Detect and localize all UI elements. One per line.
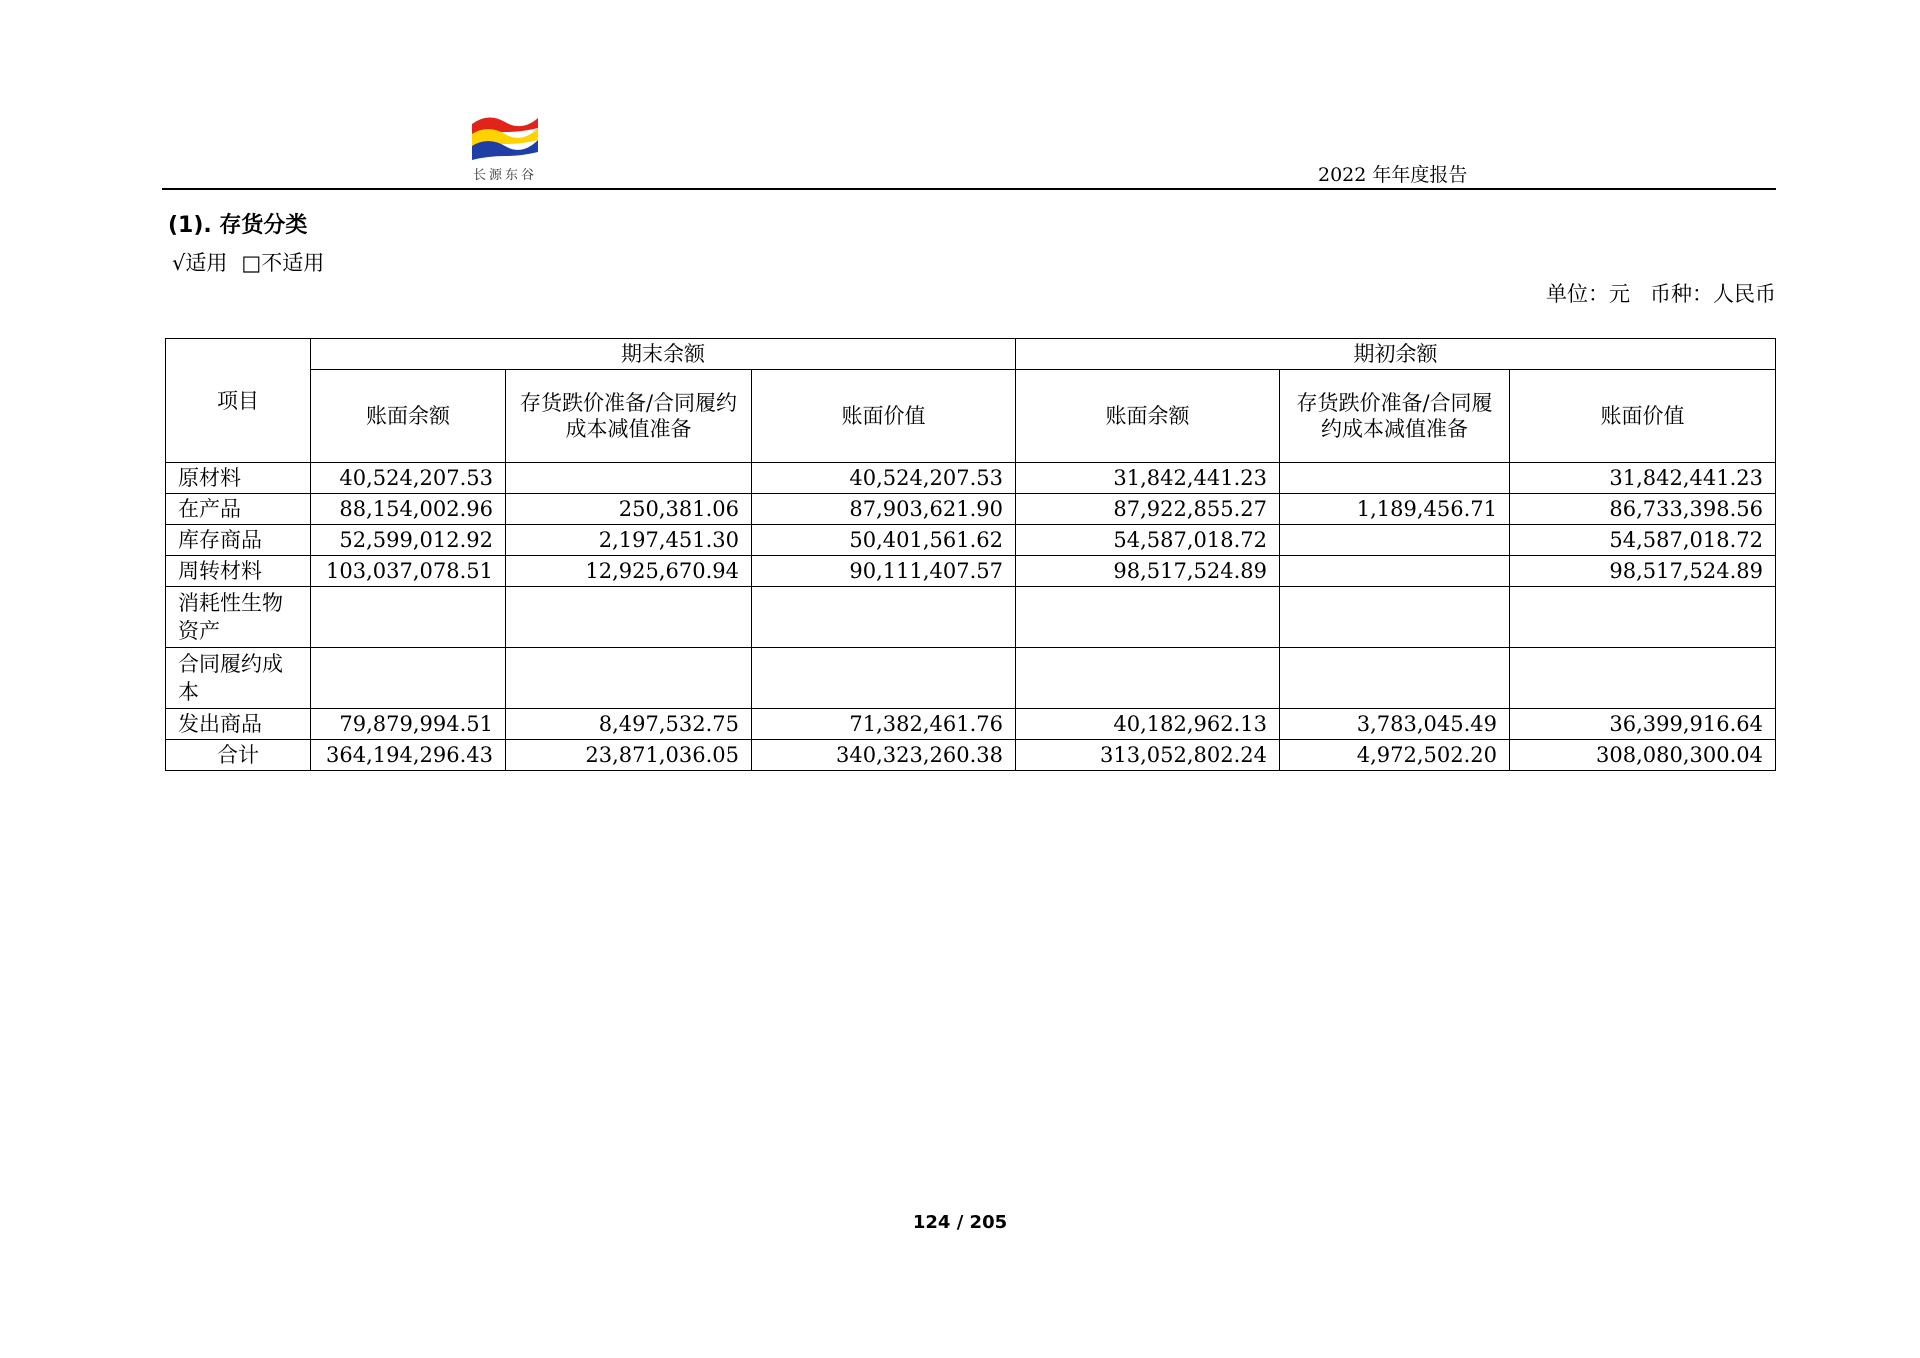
sub-header: 账面余额: [1016, 370, 1280, 463]
row-name: 在产品: [166, 494, 311, 525]
sub-header: 账面价值: [752, 370, 1016, 463]
cell-value: 23,871,036.05: [506, 740, 752, 771]
page-number: 124 / 205: [912, 1212, 1008, 1233]
cell-value: 1,189,456.71: [1280, 494, 1510, 525]
table-row: [166, 709, 1776, 740]
table-group-header-row: [166, 339, 1776, 370]
opening-balance-header: 期初余额: [1016, 339, 1776, 370]
cell-value: [1510, 648, 1776, 709]
cell-value: [752, 648, 1016, 709]
currency-label: 币种：人民币: [1650, 282, 1776, 306]
cell-value: [506, 648, 752, 709]
table-row: [166, 463, 1776, 494]
cell-value: 31,842,441.23: [1016, 463, 1280, 494]
cell-value: [1280, 587, 1510, 648]
cell-value: 31,842,441.23: [1510, 463, 1776, 494]
table-row: [166, 648, 1776, 709]
cell-value: [506, 587, 752, 648]
row-name: 合计: [166, 740, 311, 771]
cell-value: 88,154,002.96: [311, 494, 506, 525]
cell-value: 40,524,207.53: [752, 463, 1016, 494]
cell-value: 8,497,532.75: [506, 709, 752, 740]
cell-value: [1016, 648, 1280, 709]
logo-flag-icon: [470, 110, 540, 162]
item-header: 项目: [166, 339, 311, 463]
cell-value: 313,052,802.24: [1016, 740, 1280, 771]
report-title: 2022 年年度报告: [1318, 164, 1468, 186]
row-name: 消耗性生物资产: [166, 587, 311, 648]
cell-value: 71,382,461.76: [752, 709, 1016, 740]
cell-value: 54,587,018.72: [1016, 525, 1280, 556]
table-row: [166, 525, 1776, 556]
cell-value: 36,399,916.64: [1510, 709, 1776, 740]
sub-header: 存货跌价准备/合同履约成本减值准备: [506, 370, 752, 463]
cell-value: 98,517,524.89: [1016, 556, 1280, 587]
cell-value: 79,879,994.51: [311, 709, 506, 740]
cell-value: 103,037,078.51: [311, 556, 506, 587]
cell-value: 3,783,045.49: [1280, 709, 1510, 740]
cell-value: 340,323,260.38: [752, 740, 1016, 771]
cell-value: [1280, 463, 1510, 494]
table-sub-header-row: [166, 370, 1776, 463]
cell-value: 12,925,670.94: [506, 556, 752, 587]
table-total-row: [166, 740, 1776, 771]
header-divider: [162, 188, 1776, 190]
cell-value: [311, 648, 506, 709]
logo-text: 长源东谷: [472, 168, 537, 183]
cell-value: 98,517,524.89: [1510, 556, 1776, 587]
unit-currency-line: [1546, 278, 1776, 308]
table-row: [166, 587, 1776, 648]
applicable-option: √适用: [172, 251, 228, 275]
cell-value: 90,111,407.57: [752, 556, 1016, 587]
sub-header: 账面余额: [311, 370, 506, 463]
closing-balance-header: 期末余额: [311, 339, 1016, 370]
row-name: 周转材料: [166, 556, 311, 587]
row-name: 原材料: [166, 463, 311, 494]
cell-value: 50,401,561.62: [752, 525, 1016, 556]
cell-value: 87,903,621.90: [752, 494, 1016, 525]
company-logo: [470, 110, 540, 183]
cell-value: 364,194,296.43: [311, 740, 506, 771]
cell-value: [1280, 556, 1510, 587]
cell-value: 4,972,502.20: [1280, 740, 1510, 771]
cell-value: [1280, 525, 1510, 556]
cell-value: 250,381.06: [506, 494, 752, 525]
cell-value: [311, 587, 506, 648]
table-row: [166, 494, 1776, 525]
section-title: (1). 存货分类: [168, 213, 308, 238]
sub-header: 存货跌价准备/合同履约成本减值准备: [1280, 370, 1510, 463]
cell-value: [1510, 587, 1776, 648]
table-row: [166, 556, 1776, 587]
cell-value: 308,080,300.04: [1510, 740, 1776, 771]
cell-value: [1280, 648, 1510, 709]
cell-value: 54,587,018.72: [1510, 525, 1776, 556]
cell-value: 2,197,451.30: [506, 525, 752, 556]
cell-value: 86,733,398.56: [1510, 494, 1776, 525]
unit-label: 单位：元: [1546, 282, 1630, 306]
cell-value: 40,524,207.53: [311, 463, 506, 494]
cell-value: 52,599,012.92: [311, 525, 506, 556]
applicability-line: [172, 247, 324, 277]
sub-header: 账面价值: [1510, 370, 1776, 463]
cell-value: [752, 587, 1016, 648]
cell-value: 87,922,855.27: [1016, 494, 1280, 525]
not-applicable-option: □不适用: [241, 251, 325, 275]
cell-value: 40,182,962.13: [1016, 709, 1280, 740]
row-name: 发出商品: [166, 709, 311, 740]
row-name: 合同履约成本: [166, 648, 311, 709]
cell-value: [506, 463, 752, 494]
row-name: 库存商品: [166, 525, 311, 556]
cell-value: [1016, 587, 1280, 648]
inventory-table: [165, 338, 1776, 771]
